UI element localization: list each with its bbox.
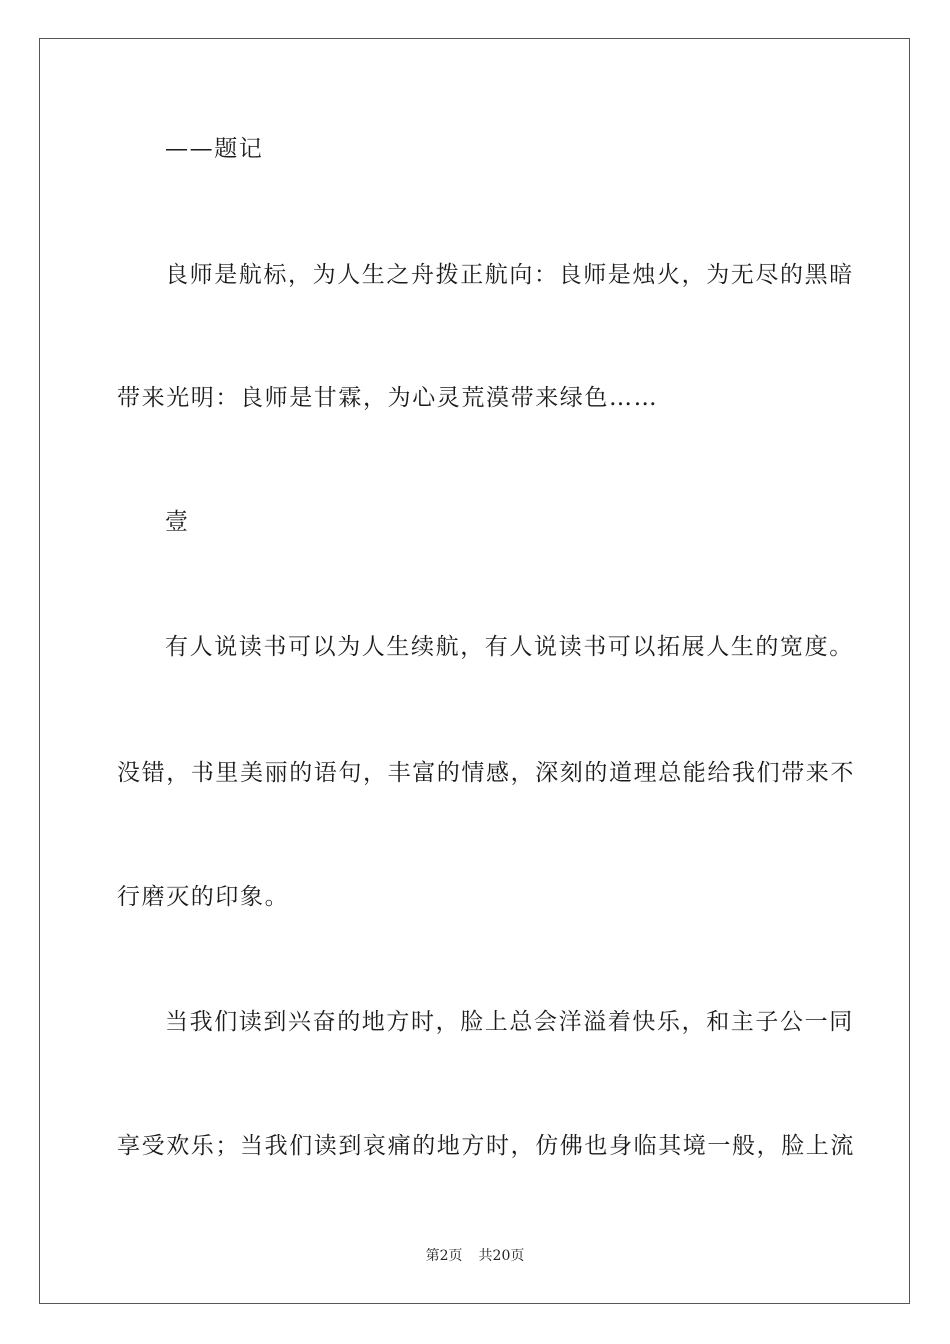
text-line: 良师是航标，为人生之舟拨正航向：良师是烛火，为无尽的黑暗	[165, 262, 854, 288]
text-line: 行磨灭的印象。	[117, 884, 290, 910]
text-line: 享受欢乐；当我们读到哀痛的地方时，仿佛也身临其境一般，脸上流	[117, 1133, 855, 1159]
page-footer	[0, 1246, 950, 1266]
page-number: 第2页	[425, 1248, 463, 1264]
text-line: 带来光明：良师是甘霖，为心灵荒漠带来绿色……	[117, 385, 659, 411]
epigraph-attribution: ——题记	[165, 136, 264, 162]
text-line: 没错，书里美丽的语句，丰富的情感，深刻的道理总能给我们带来不	[117, 760, 855, 786]
section-heading: 壹	[165, 509, 190, 535]
text-line: 有人说读书可以为人生续航，有人说读书可以拓展人生的宽度。	[165, 634, 854, 660]
text-line: 当我们读到兴奋的地方时，脸上总会洋溢着快乐，和主子公一同	[165, 1009, 854, 1035]
page-frame	[39, 38, 910, 1304]
page-total: 共20页	[478, 1248, 525, 1264]
